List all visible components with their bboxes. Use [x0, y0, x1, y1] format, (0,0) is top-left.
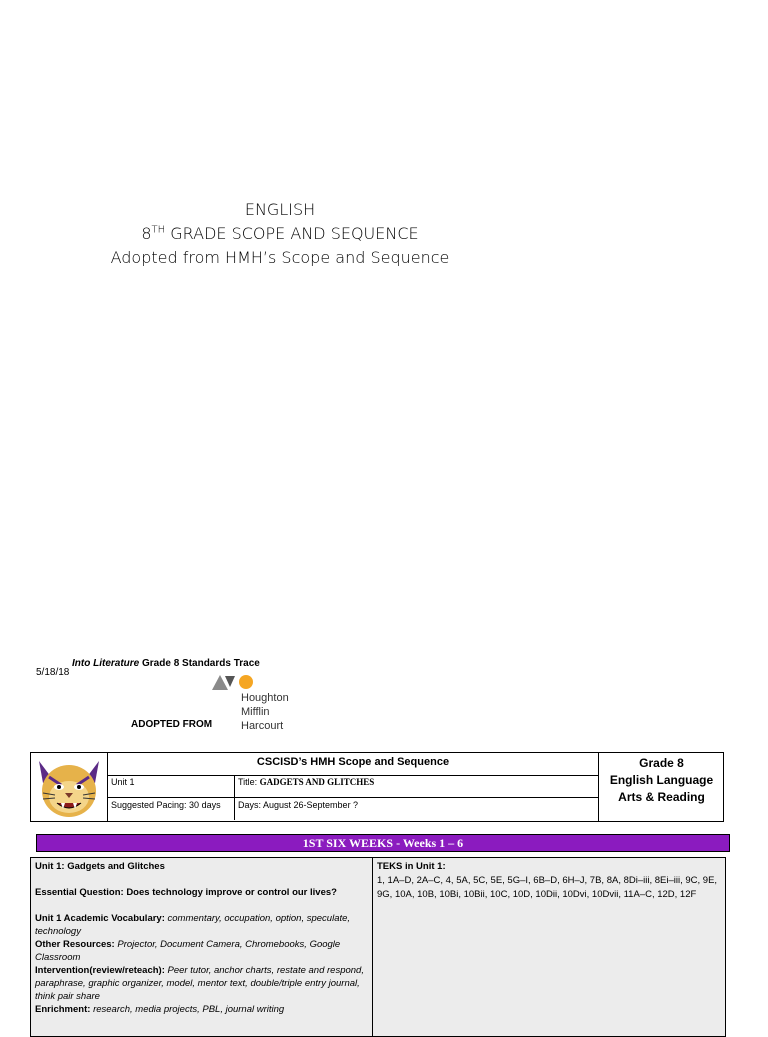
standards-trace-title	[72, 658, 260, 669]
date-stamp: 5/18/18	[36, 667, 70, 678]
hmh-line-1: Houghton	[241, 692, 289, 704]
intervention	[35, 964, 368, 1003]
enrichment	[35, 1003, 368, 1016]
intervention-text: Peer tutor, anchor charts, restate and respond, paraphrase, graphic organizer, model, mentor text, double/triple entry journal, think pair share	[35, 965, 364, 1002]
cover-line-grade	[60, 222, 500, 246]
hmh-logo-icon	[210, 673, 256, 691]
grade-line-3: Arts & Reading	[618, 790, 705, 804]
cover-line-subject: ENGLISH	[244, 200, 316, 219]
unit-details-column	[31, 858, 373, 1036]
unit-title-value: GADGETS AND GLITCHES	[259, 777, 375, 787]
intervention-label: Intervention(review/reteach):	[35, 965, 168, 976]
unit-header-table	[30, 752, 724, 822]
adopted-from-label: ADOPTED FROM	[131, 719, 213, 730]
enrichment-label: Enrichment:	[35, 1004, 94, 1015]
grade-cell	[598, 753, 724, 821]
academic-vocabulary	[35, 912, 368, 938]
unit-name: Unit 1: Gadgets and Glitches	[35, 861, 165, 872]
grade-number: 8	[141, 224, 152, 243]
grade-suffix: TH	[151, 224, 166, 236]
title-label: Title:	[238, 777, 260, 787]
unit-content-table	[30, 857, 726, 1037]
header-title: CSCISD’s HMH Scope and Sequence	[108, 753, 598, 776]
cover-line-adopted: Adopted from HMH’s Scope and Sequence	[110, 248, 450, 267]
teks-label: TEKS in Unit 1:	[377, 861, 446, 872]
days-cell: Days: August 26-September ?	[238, 800, 359, 810]
teks-column	[373, 858, 725, 1036]
enrichment-text: research, media projects, PBL, journal writing	[93, 1004, 285, 1015]
hmh-line-2: Mifflin	[241, 706, 270, 718]
resources-text: Projector, Document Camera, Chromebooks, Google Classroom	[35, 939, 341, 963]
vocab-label: Unit 1 Academic Vocabulary:	[35, 913, 168, 924]
hmh-line-3: Harcourt	[241, 720, 284, 732]
grade-line-1: Grade 8	[639, 756, 684, 770]
unit-cell: Unit 1	[108, 775, 235, 797]
trace-rest: Grade 8 Standards Trace	[139, 658, 260, 669]
trace-italic: Into Literature	[72, 658, 140, 669]
grade-line-2: English Language	[609, 773, 714, 787]
wildcat-mascot-icon	[31, 753, 108, 821]
vocab-text: commentary, occupation, option, speculate, technology	[35, 913, 351, 937]
header-row-unit	[108, 775, 598, 798]
hmh-wordmark	[241, 691, 289, 733]
six-weeks-banner: 1ST SIX WEEKS - Weeks 1 – 6	[36, 834, 730, 852]
other-resources	[35, 938, 368, 964]
grade-rest: GRADE SCOPE AND SEQUENCE	[165, 224, 419, 243]
header-row-pacing	[108, 798, 598, 820]
cover-title	[60, 198, 500, 270]
essential-question: Essential Question: Does technology improve or control our lives?	[35, 887, 337, 898]
pacing-cell: Suggested Pacing: 30 days	[108, 798, 235, 820]
unit-title-cell	[235, 775, 598, 797]
resources-label: Other Resources:	[35, 939, 118, 950]
teks-list: 1, 1A–D, 2A–C, 4, 5A, 5C, 5E, 5G–I, 6B–D, 6H–J, 7B, 8A, 8Di–iii, 8Ei–iii, 9C, 9E, 9G, 10A, 10B, 10Bi, 10Bii, 10C, 10D, 10Dii, 10Dvi, 10Dvii, 11A–C, 12D, 12F	[377, 875, 718, 900]
